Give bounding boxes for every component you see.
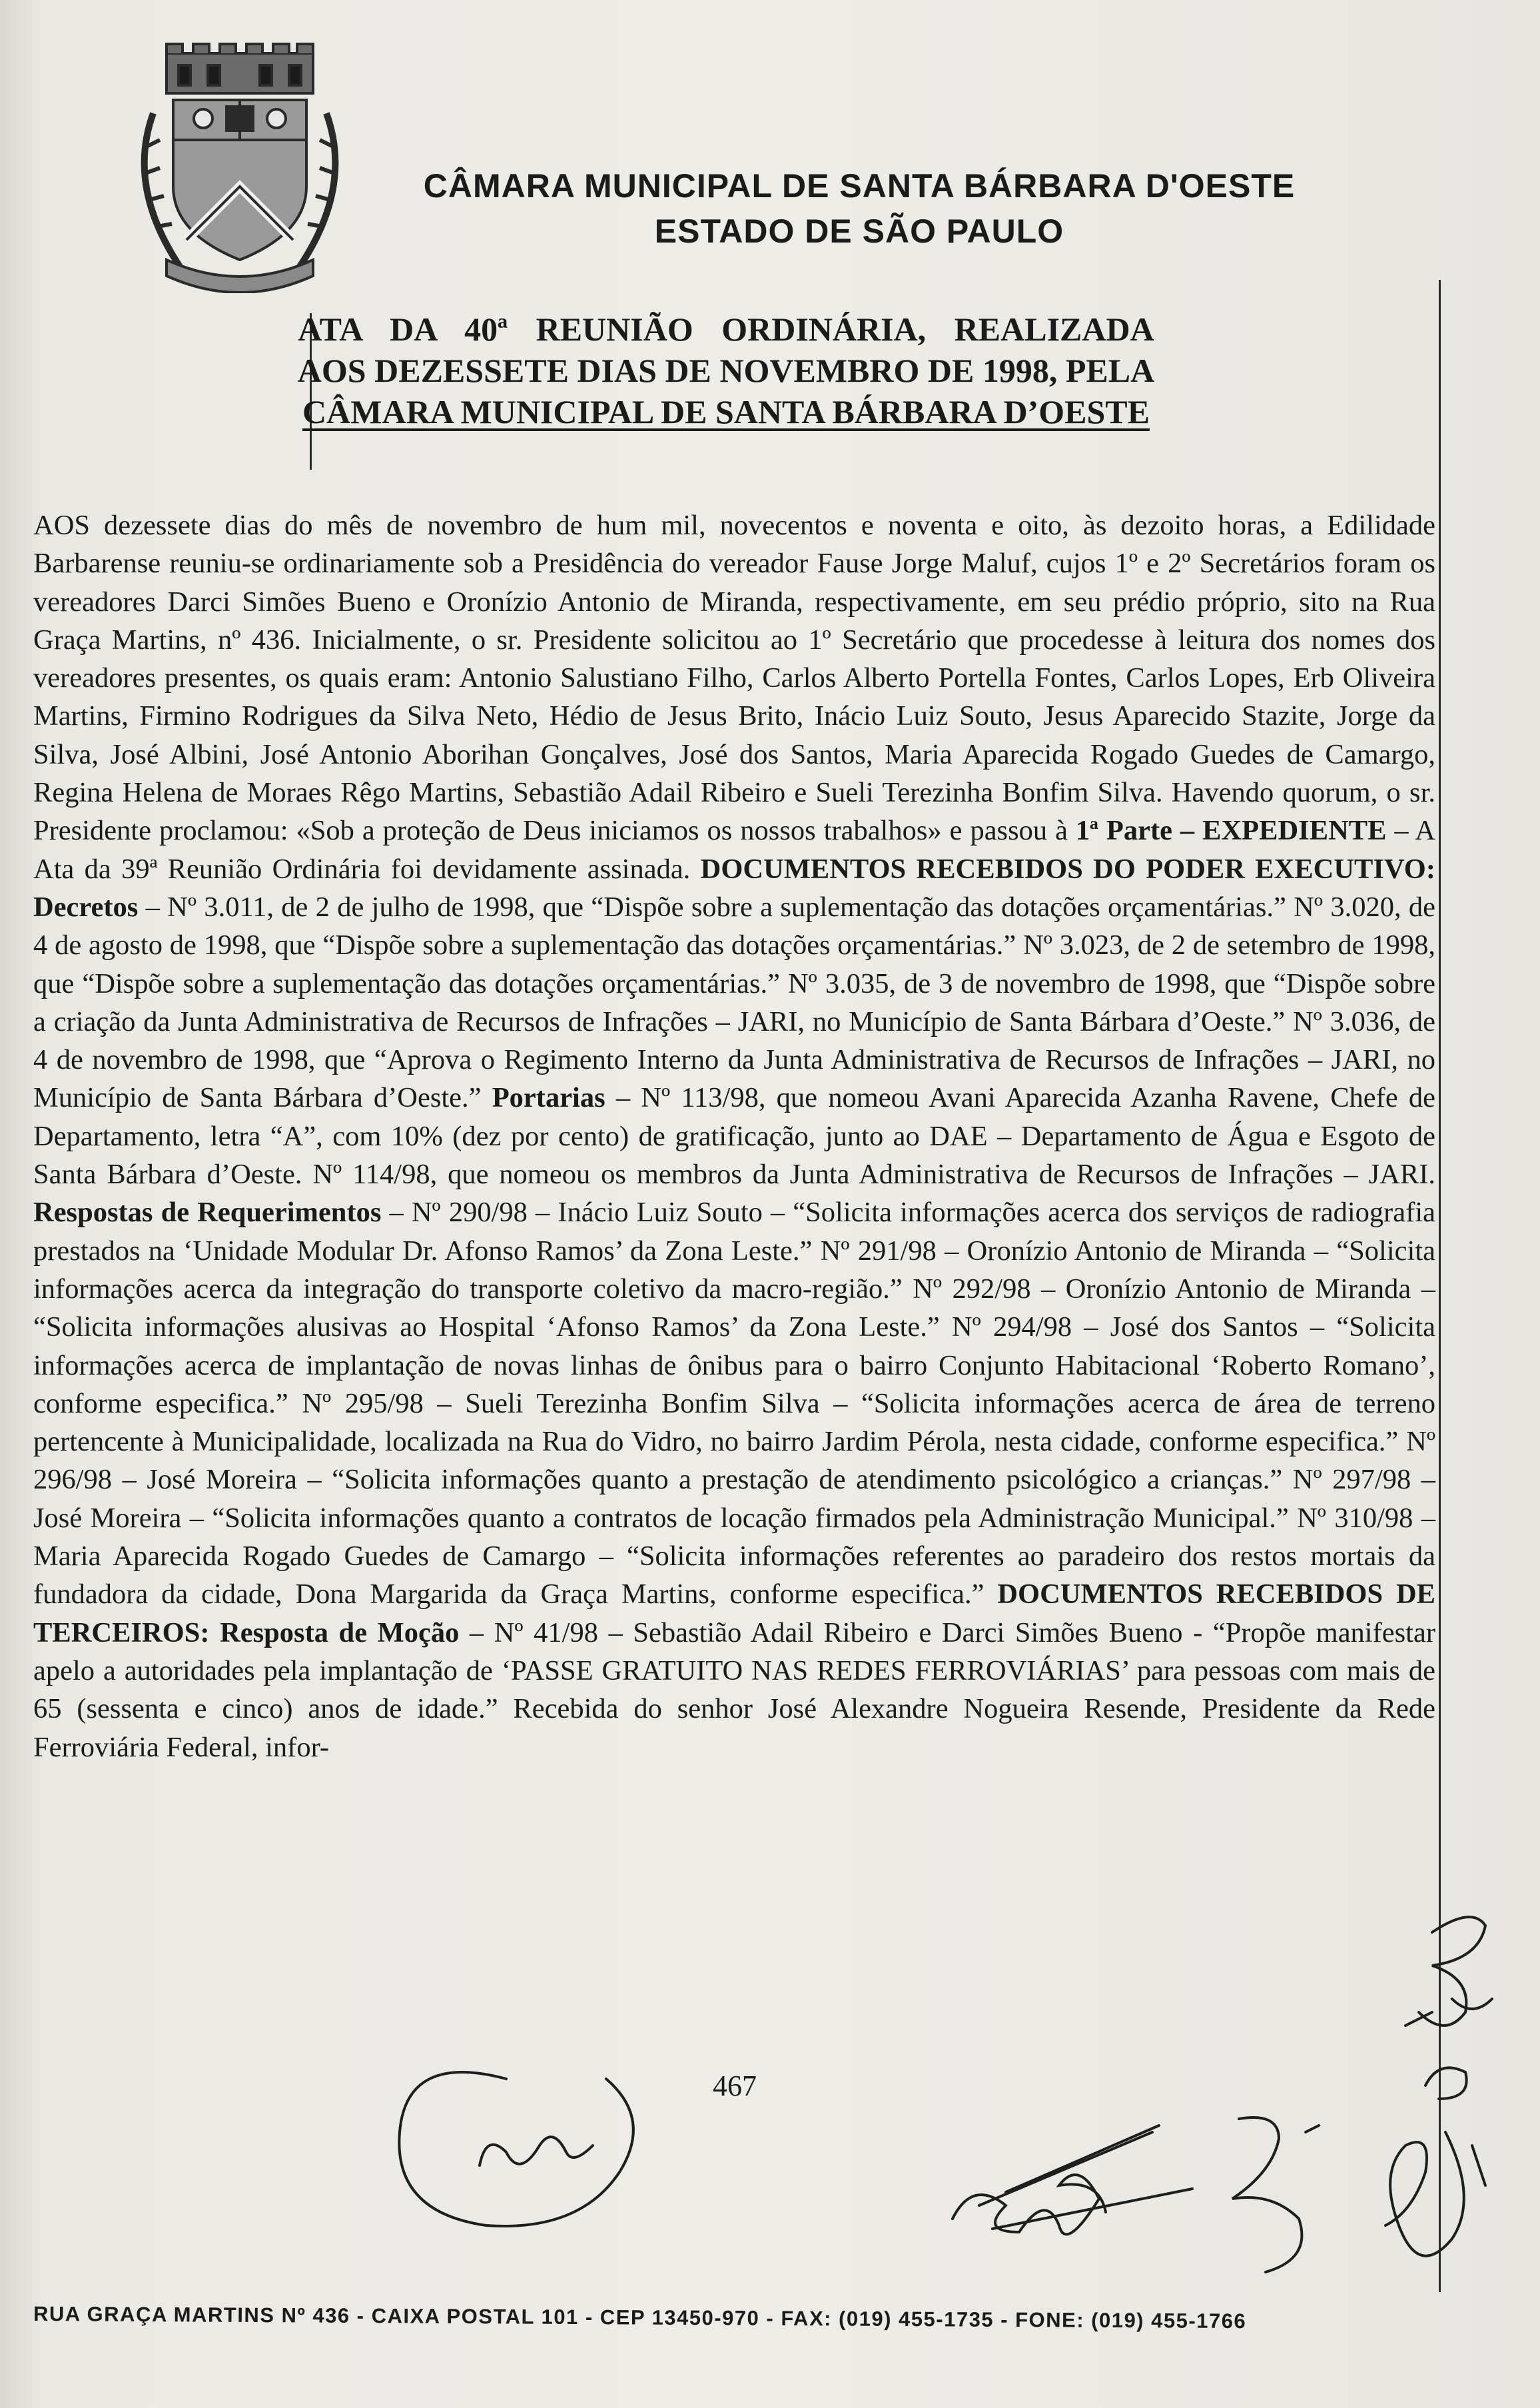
signature-2: [953, 2125, 1192, 2234]
signature-3: [1232, 2117, 1319, 2272]
signature-5: [1419, 1917, 1492, 2026]
bold-heading-segment: DOCUMENTOS RECEBIDOS DO PODER EXECUTIVO: Decretos: [33, 853, 1435, 923]
right-margin-rule: [1439, 280, 1441, 2292]
minutes-body-text: [33, 506, 1435, 1766]
institution-name: CÂMARA MUNICIPAL DE SANTA BÁRBARA D'OESTE: [423, 167, 1296, 205]
minutes-title-line-2: AOS DEZESSETE DIAS DE NOVEMBRO DE 1998, PELA: [297, 352, 1155, 389]
bold-heading-segment: Portarias: [492, 1082, 605, 1114]
state-name: ESTADO DE SÃO PAULO: [654, 213, 1064, 250]
body-text-segment: – Nº 41/98 – Sebastião Adail Ribeiro e Darci Simões Bueno - “Propõe manifestar apelo a autoridades pela implantação de ‘PASSE GRATUITO NAS REDES FERROVIÁRIAS’ para pessoas com mais de 65 (sessenta e cinco) anos de idade.” Recebida do senhor José Alexandre Nogueira Resende, Presidente da Rede Ferroviária Federal, infor-: [33, 1616, 1435, 1763]
signature-1: [399, 2072, 633, 2226]
bold-heading-segment: DOCUMENTOS RECEBIDOS DE TERCEIROS: Resposta de Moção: [33, 1578, 1436, 1648]
minutes-title-line-1: ATA DA 40ª REUNIÃO ORDINÁRIA, REALIZADA: [298, 310, 1154, 348]
body-text-segment: – Nº 113/98, que nomeou Avani Aparecida Azanha Ravene, Chefe de Departamento, letra “A”, com 10% (dez por cento) de gratificação, junto ao DAE – Departamento de Água e Esgoto de Santa Bárbara d’Oeste. Nº 114/98, que nomeou os membros da Junta Administrativa de Recursos de Infrações – JARI.: [33, 1082, 1435, 1191]
body-text-segment: – A Ata da 39ª Reunião Ordinária foi devidamente assinada.: [33, 815, 1435, 885]
bold-heading-segment: Respostas de Requerimentos: [33, 1197, 382, 1229]
page-number: 467: [713, 2070, 757, 2102]
body-text-segment: – Nº 3.011, de 2 de julho de 1998, que “Dispõe sobre a suplementação das dotações orçamentárias.” Nº 3.020, de 4 de agosto de 1998, que “Dispõe sobre a suplementação das dotações orçamentárias.” Nº 3.023, de 2 de setembro de 1998, que “Dispõe sobre a suplementação das dotações orçamentárias.” Nº 3.035, de 3 de novembro de 1998, que “Dispõe sobre a criação da Junta Administrativa de Recursos de Infrações – JARI, no Município de Santa Bárbara d’Oeste.” Nº 3.036, de 4 de novembro de 1998, que “Aprova o Regimento Interno da Junta Administrativa de Recursos de Infrações – JARI, no Município de Santa Bárbara d’Oeste.”: [33, 891, 1435, 1114]
minutes-title-line-3: CÂMARA MUNICIPAL DE SANTA BÁRBARA D’OESTE: [302, 393, 1150, 430]
signature-4: [1385, 2012, 1485, 2256]
body-text-segment: AOS dezessete dias do mês de novembro de hum mil, novecentos e noventa e oito, às dezoito horas, a Edilidade Barbarense reuniu-se ordinariamente sob a Presidência do vereador Fause Jorge Maluf, cujos 1º e 2º Secretários foram os vereadores Darci Simões Bueno e Oronízio Antonio de Miranda, respectivamente, em seu prédio próprio, sito na Rua Graça Martins, nº 436. Inicialmente, o sr. Presidente solicitou ao 1º Secretário que procedesse à leitura dos nomes dos vereadores presentes, os quais eram: Antonio Salustiano Filho, Carlos Alberto Portella Fontes, Carlos Lopes, Erb Oliveira Martins, Firmino Rodrigues da Silva Neto, Hédio de Jesus Brito, Inácio Luiz Souto, Jesus Aparecido Stazite, Jorge da Silva, José Albini, José Antonio Aborihan Gonçalves, José dos Santos, Maria Aparecida Rogado Guedes de Camargo, Regina Helena de Moraes Rêgo Martins, Sebastião Adail Ribeiro e Sueli Terezinha Bonfim Silva. Havendo quorum, o sr. Presidente proclamou: «Sob a proteção de Deus iniciamos os nossos trabalhos» e passou à: [33, 510, 1435, 847]
footer-address: RUA GRAÇA MARTINS Nº 436 - CAIXA POSTAL 101 - CEP 13450-970 - FAX: (019) 455-1735 - FONE: (019) 455-1766: [33, 2302, 1247, 2333]
coat-of-arms-logo: [127, 40, 353, 293]
body-text-segment: – Nº 290/98 – Inácio Luiz Souto – “Solicita informações acerca dos serviços de radiografia prestados na ‘Unidade Modular Dr. Afonso Ramos’ da Zona Leste.” Nº 291/98 – Oronízio Antonio de Miranda – “Solicita informações acerca da integração do transporte coletivo da macro-região.” Nº 292/98 – Oronízio Antonio de Miranda – “Solicita informações alusivas ao Hospital ‘Afonso Ramos’ da Zona Leste.” Nº 294/98 – José dos Santos – “Solicita informações acerca de implantação de novas linhas de ônibus para o bairro Conjunto Habitacional ‘Roberto Romano’, conforme especifica.” Nº 295/98 – Sueli Terezinha Bonfim Silva – “Solicita informações acerca de área de terreno pertencente à Municipalidade, localizada na Rua do Vidro, no bairro Jardim Pérola, nesta cidade, conforme especifica.” Nº 296/98 – José Moreira – “Solicita informações quanto a prestação de atendimento psicológico a crianças.” Nº 297/98 – José Moreira – “Solicita informações quanto a contratos de locação firmados pela Administração Municipal.” Nº 310/98 – Maria Aparecida Rogado Guedes de Camargo – “Solicita informações referentes ao paradeiro dos restos mortais da fundadora da cidade, Dona Margarida da Graça Martins, conforme especifica.”: [33, 1197, 1435, 1610]
bold-heading-segment: 1ª Parte – EXPEDIENTE: [1075, 815, 1387, 847]
